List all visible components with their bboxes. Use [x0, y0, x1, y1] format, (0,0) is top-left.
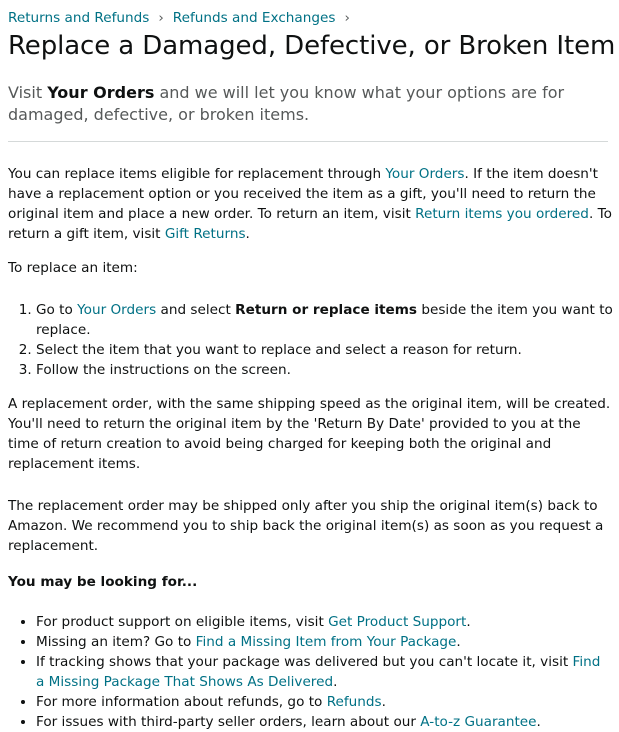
- your-orders-link[interactable]: Your Orders: [77, 302, 157, 318]
- list-text: .: [536, 714, 541, 730]
- intro-text: . To return a gift item, visit: [8, 206, 612, 242]
- intro-text: .: [245, 226, 250, 242]
- find-missing-package-link[interactable]: Find a Missing Package That Shows As Delivered: [36, 654, 601, 690]
- list-text: .: [456, 634, 461, 650]
- step-item: [36, 300, 613, 340]
- article-body: [8, 164, 613, 732]
- step-item: 3. Follow the instructions on the screen.: [36, 360, 613, 380]
- list-item: [36, 652, 613, 692]
- breadcrumb: [8, 8, 359, 28]
- get-product-support-link[interactable]: Get Product Support: [328, 614, 467, 630]
- step-item: 2. Select the item that you want to replace and select a reason for return.: [36, 340, 613, 360]
- intro-paragraph: [8, 164, 613, 244]
- related-links-list: [8, 612, 613, 732]
- breadcrumb-returns-and-refunds[interactable]: Returns and Refunds: [8, 10, 150, 26]
- your-orders-link[interactable]: Your Orders: [385, 166, 465, 182]
- lead-suffix: and we will let you know what your options are for damaged, defective, or broken items.: [8, 83, 565, 124]
- steps-heading: To replace an item:: [8, 260, 138, 276]
- list-text: .: [466, 614, 471, 630]
- list-item: [36, 612, 613, 632]
- list-text: .: [333, 674, 338, 690]
- intro-text: . If the item doesn't have a replacement option or you received the item as a gift, you'll need to return the original item and place a new order. To return an item, visit: [8, 166, 598, 222]
- a-to-z-guarantee-link[interactable]: A-to-z Guarantee: [420, 714, 537, 730]
- return-or-replace-label: Return or replace items: [235, 302, 418, 318]
- list-text: For issues with third-party seller orders, learn about our: [36, 714, 421, 730]
- list-item: [36, 632, 613, 652]
- list-item: [36, 712, 613, 732]
- lead-text: [8, 82, 598, 126]
- step-text: beside the item you want to replace.: [36, 302, 613, 338]
- list-text: For product support on eligible items, visit: [36, 614, 329, 630]
- intro-text: You can replace items eligible for replacement through: [8, 166, 386, 182]
- list-text: Missing an item? Go to: [36, 634, 196, 650]
- replacement-paragraph: A replacement order, with the same shipping speed as the original item, will be created. You'll need to return the original item by the 'Return By Date' provided to you at the time of return creation to avoid being charged for keeping both the original and replacement items.: [8, 396, 611, 472]
- step-text: and select: [156, 302, 236, 318]
- refunds-link[interactable]: Refunds: [326, 694, 382, 710]
- gift-returns-link[interactable]: Gift Returns: [164, 226, 246, 242]
- breadcrumb-separator: ›: [344, 10, 350, 26]
- list-item: [36, 692, 613, 712]
- breadcrumb-separator: ›: [158, 10, 164, 26]
- list-text: If tracking shows that your package was delivered but you can't locate it, visit: [36, 654, 573, 670]
- divider: [8, 141, 608, 142]
- breadcrumb-refunds-and-exchanges[interactable]: Refunds and Exchanges: [172, 10, 336, 26]
- return-items-link[interactable]: Return items you ordered: [415, 206, 589, 222]
- steps-list: [8, 300, 613, 380]
- page-title: Replace a Damaged, Defective, or Broken Item: [8, 31, 616, 61]
- list-text: For more information about refunds, go to: [36, 694, 327, 710]
- list-text: .: [381, 694, 386, 710]
- looking-for-heading: You may be looking for...: [8, 574, 198, 590]
- find-missing-item-link[interactable]: Find a Missing Item from Your Package: [195, 634, 457, 650]
- lead-your-orders: Your Orders: [47, 83, 155, 102]
- step-text: Go to: [36, 302, 78, 318]
- lead-prefix: Visit: [8, 83, 48, 102]
- shipping-paragraph: The replacement order may be shipped only after you ship the original item(s) back to Amazon. We recommend you to ship back the original item(s) as soon as you request a replacement.: [8, 498, 604, 554]
